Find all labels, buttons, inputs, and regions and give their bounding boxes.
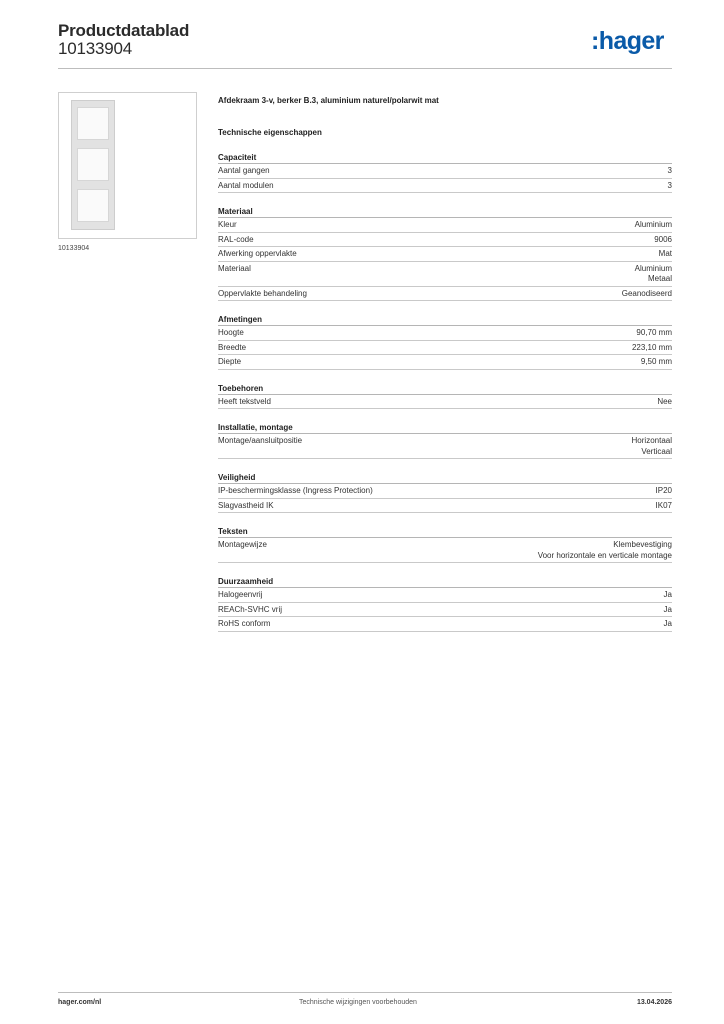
spec-section [218,526,672,563]
spec-row [218,233,672,248]
spec-value [656,501,672,512]
logo-text: hager [598,27,664,55]
product-title: Afdekraam 3-v, berker B.3, aluminium naturel/polarwit mat [218,96,439,105]
spec-row [218,484,672,499]
spec-section [218,206,672,301]
spec-value-line: 3 [667,166,672,175]
spec-value [538,540,672,561]
spec-value-line: Geanodiseerd [621,288,672,298]
footer-date: 13.04.2026 [636,999,672,1006]
section-title: Duurzaamheid [218,576,672,588]
spec-row [218,218,672,233]
spec-row [218,355,672,370]
spec-row [218,262,672,287]
frame-opening [77,107,109,140]
spec-value-line: Metaal [647,274,672,283]
spec-value-line: Klembevestiging [613,540,672,549]
section-title: Toebehoren [218,383,672,395]
spec-label: Breedte [218,342,247,352]
spec-value [636,328,672,339]
spec-row [218,287,672,302]
spec-value-line: Aluminium [634,263,672,273]
spec-value [635,264,672,285]
spec-label: Kleur [218,220,237,229]
spec-row [218,326,672,341]
article-number: 10133904 [58,39,133,58]
spec-label: RAL-code [218,234,254,244]
section-title: Materiaal [218,206,672,218]
spec-value [656,486,672,497]
frame-opening [77,189,109,222]
spec-label: Montagewijze [218,540,267,549]
technical-properties-heading: Technische eigenschappen [218,128,322,137]
spec-value-line: Ja [663,619,672,628]
spec-label: Oppervlakte behandeling [218,288,307,298]
spec-row [218,341,672,356]
spec-label: Aantal modulen [218,180,274,190]
spec-row [218,247,672,262]
spec-label: Heeft tekstveld [218,396,271,406]
frame-opening [77,148,109,181]
spec-label: Hoogte [218,328,244,337]
spec-section [218,576,672,632]
spec-label: Montage/aansluitpositie [218,436,303,445]
spec-value-line: 223,10 mm [631,342,672,352]
spec-value [622,289,672,300]
spec-value [632,343,672,354]
spec-row [218,588,672,603]
logo-prefix: : [591,27,599,55]
spec-row [218,179,672,194]
cover-frame-image [71,100,115,230]
spec-section [218,314,672,370]
footer-website: hager.com/nl [58,999,102,1006]
spec-value-line: IK07 [655,500,672,510]
spec-value [657,397,672,408]
spec-label: REACh-SVHC vrij [218,604,283,614]
spec-row [218,538,672,563]
spec-value [664,619,672,630]
spec-label: Halogeenvrij [218,590,263,599]
spec-value-line: 90,70 mm [636,328,672,337]
spec-value [668,181,672,192]
spec-label: Afwerking oppervlakte [218,249,297,258]
spec-value-line: 3 [667,180,672,190]
spec-row [218,164,672,179]
spec-value-line: 9,50 mm [640,357,672,366]
spec-value-line: Voor horizontale en verticale montage [537,550,672,560]
section-title: Installatie, montage [218,422,672,434]
hager-logo [591,27,664,55]
spec-label: Diepte [218,357,242,366]
page-title: Productdatablad [58,21,190,40]
spec-section [218,383,672,410]
spec-value-line: IP20 [655,486,672,495]
spec-section [218,152,672,193]
spec-row [218,434,672,459]
spec-value-line: Verticaal [641,446,672,456]
spec-sections [218,152,672,632]
spec-label: IP-beschermingsklasse (Ingress Protection) [218,486,373,495]
footer-disclaimer: Technische wijzigingen voorbehouden [299,999,417,1006]
spec-value-line: 9006 [654,234,672,244]
spec-label: Materiaal [218,263,251,273]
spec-value-line: Ja [663,590,672,599]
spec-section [218,472,672,513]
section-title: Capaciteit [218,152,672,164]
spec-label: Slagvastheid IK [218,500,274,510]
spec-value [664,605,672,616]
spec-row [218,395,672,410]
spec-row [218,603,672,618]
spec-value [632,436,672,457]
section-title: Afmetingen [218,314,672,326]
spec-row [218,499,672,514]
spec-value-line: Aluminium [634,220,672,229]
spec-row [218,617,672,632]
section-title: Veiligheid [218,472,672,484]
section-title: Teksten [218,526,672,538]
product-details [218,95,672,632]
spec-label: RoHS conform [218,619,271,628]
spec-value-line: Nee [657,396,672,406]
spec-label: Aantal gangen [218,166,270,175]
spec-value-line: Horizontaal [631,436,672,445]
spec-value [641,357,672,368]
spec-value-line: Ja [663,604,672,614]
product-image [58,92,197,239]
spec-value [664,590,672,601]
spec-value [659,249,672,260]
header-divider [58,68,672,69]
image-caption: 10133904 [58,245,90,252]
spec-value [635,220,672,231]
spec-value [654,235,672,246]
spec-section [218,422,672,459]
spec-value [668,166,672,177]
spec-value-line: Mat [658,249,672,258]
footer-divider [58,992,672,993]
